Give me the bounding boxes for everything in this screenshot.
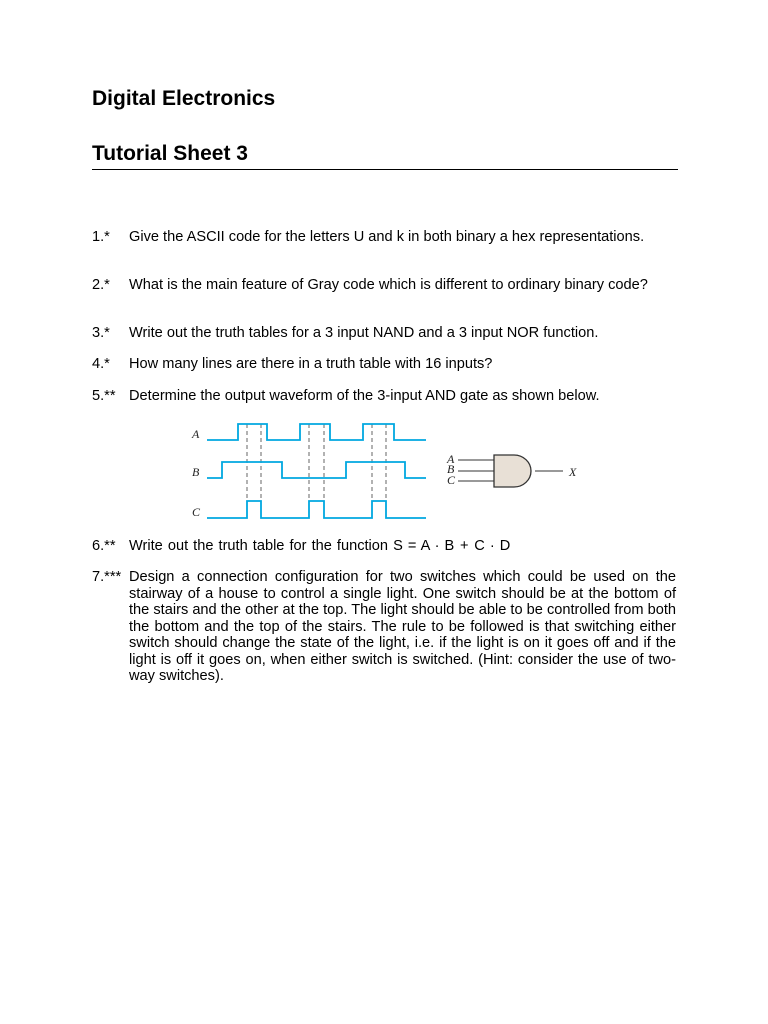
question-number: 5.** [92, 388, 116, 404]
question-4 [92, 356, 676, 373]
question-number: 1.* [92, 229, 110, 245]
question-5 [92, 388, 676, 405]
question-number: 4.* [92, 356, 110, 372]
and-gate-symbol [494, 455, 531, 487]
question-text: What is the main feature of Gray code which is different to ordinary binary code? [129, 277, 648, 293]
gate-input-label-a: A [447, 452, 455, 466]
question-7 [92, 569, 676, 685]
function-expression-left: Write out the truth table for the function S = A · B [129, 538, 455, 554]
waveform-c [207, 501, 426, 518]
waveform-label-b: B [192, 465, 200, 479]
question-text: Give the ASCII code for the letters U and k in both binary a hex representations. [129, 229, 645, 245]
question-number: 3.* [92, 325, 110, 341]
question-1 [92, 229, 676, 246]
question-number: 2.* [92, 277, 110, 293]
gate-output-label: X [569, 465, 577, 479]
question-6 [92, 538, 676, 555]
title-divider [92, 169, 678, 170]
function-expression-right: C · D [474, 538, 511, 554]
timing-guides [247, 424, 386, 518]
question-2 [92, 277, 676, 294]
question-text: Write out the truth tables for a 3 input NAND and a 3 input NOR function. [129, 325, 599, 341]
gate-input-label-b: B [447, 462, 455, 476]
waveform-b [207, 462, 426, 478]
or-operator: + [460, 538, 469, 554]
question-text: Design a connection configuration for two switches which could be used on the stairway of a house to control a single light. One switch should be at the bottom of the stairs and the other at the top. The light should be able to be controlled from both the bottom and the top of the stairs. The rule to be followed is that switching either switch should change the state of the light, i.e. if the light is on it goes off and if the light is off it goes on, when either switch is switched. (Hint: consider the use of two-way switches). [129, 569, 676, 684]
gate-input-label-c: C [447, 473, 456, 487]
waveform-a [207, 424, 426, 440]
question-text: Determine the output waveform of the 3-input AND gate as shown below. [129, 388, 600, 404]
document-title: Digital Electronics [92, 87, 276, 110]
question-number: 7.*** [92, 569, 122, 585]
waveform-label-c: C [192, 505, 201, 519]
document-subtitle: Tutorial Sheet 3 [92, 142, 248, 165]
question-number: 6.** [92, 538, 116, 554]
gate-input-lines [458, 460, 494, 481]
question-3 [92, 325, 676, 342]
question-text [129, 538, 676, 555]
question-text: How many lines are there in a truth table with 16 inputs? [129, 356, 493, 372]
waveform-label-a: A [192, 427, 200, 441]
